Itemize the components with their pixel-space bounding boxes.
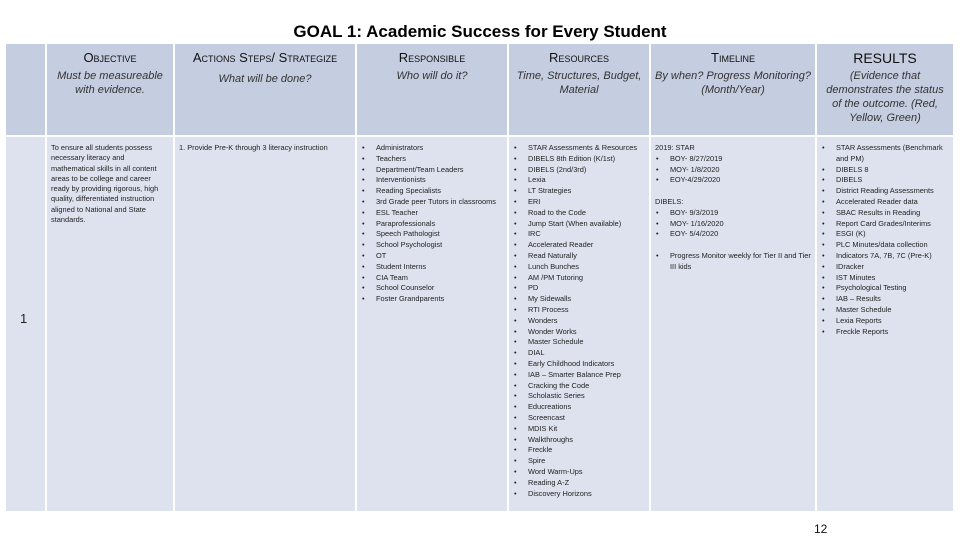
resources-item: • Early Childhood Indicators	[513, 359, 645, 370]
responsible-item: • Speech Pathologist	[361, 229, 503, 240]
resources-item: • Spire	[513, 456, 645, 467]
resources-item: • DIBELS (2nd/3rd)	[513, 165, 645, 176]
row-number-cell	[6, 136, 46, 511]
header-objective-sub: Must be measureable with evidence.	[57, 70, 163, 96]
resources-item: • IRC	[513, 229, 645, 240]
header-blank	[6, 44, 46, 136]
resources-item: • Reading A-Z	[513, 478, 645, 489]
header-results-label: RESULTS	[853, 50, 917, 66]
resources-item: • Read Naturally	[513, 251, 645, 262]
timeline-item: • BOY- 9/3/2019	[655, 208, 811, 219]
responsible-cell	[356, 136, 508, 511]
page-number: 12	[814, 522, 828, 536]
results-item: • Accelerated Reader data	[821, 197, 949, 208]
timeline-list	[655, 143, 811, 273]
header-actions	[174, 44, 356, 136]
resources-item: • DIBELS 8th Edition (K/1st)	[513, 154, 645, 165]
resources-item: • Discovery Horizons	[513, 489, 645, 500]
resources-item: • Freckle	[513, 445, 645, 456]
header-responsible	[356, 44, 508, 136]
responsible-item: • Interventionists	[361, 175, 503, 186]
resources-item: • Screencast	[513, 413, 645, 424]
timeline-item: • BOY- 8/27/2019	[655, 154, 811, 165]
results-item: • IDracker	[821, 262, 949, 273]
responsible-item: • School Psychologist	[361, 240, 503, 251]
responsible-item: • Administrators	[361, 143, 503, 154]
responsible-item: • Student Interns	[361, 262, 503, 273]
header-results-sub: (Evidence that demonstrates the status of the outcome. (Red, Yellow, Green)	[826, 70, 944, 124]
responsible-item: • Foster Grandparents	[361, 294, 503, 305]
resources-item: • STAR Assessments & Resources	[513, 143, 645, 154]
header-timeline-label: Timeline	[711, 50, 755, 65]
results-item: • ESGI (K)	[821, 229, 949, 240]
action-text: 1. Provide Pre-K through 3 literacy instruction	[179, 143, 328, 152]
timeline-item: • MOY- 1/16/2020	[655, 219, 811, 230]
results-cell	[816, 136, 954, 511]
results-item: • Lexia Reports	[821, 316, 949, 327]
results-item: • Master Schedule	[821, 305, 949, 316]
results-item: • Psychological Testing	[821, 283, 949, 294]
responsible-item: • CIA Team	[361, 273, 503, 284]
results-item: • Freckle Reports	[821, 327, 949, 338]
responsible-item: • Paraprofessionals	[361, 219, 503, 230]
results-list	[821, 143, 949, 337]
responsible-item: • ESL Teacher	[361, 208, 503, 219]
results-item: • District Reading Assessments	[821, 186, 949, 197]
objective-cell	[46, 136, 174, 511]
resources-item: • PD	[513, 283, 645, 294]
responsible-item: • Teachers	[361, 154, 503, 165]
resources-item: • IAB – Smarter Balance Prep	[513, 370, 645, 381]
results-item: • DIBELS 8	[821, 165, 949, 176]
page-title: GOAL 1: Academic Success for Every Student	[293, 22, 667, 41]
responsible-list	[361, 143, 503, 305]
row-number: 1	[20, 311, 28, 326]
resources-list	[513, 143, 645, 499]
resources-item: • Word Warm-Ups	[513, 467, 645, 478]
header-resources-sub: Time, Structures, Budget, Material	[516, 70, 642, 96]
resources-item: • ERI	[513, 197, 645, 208]
header-timeline	[650, 44, 816, 136]
responsible-item: • Reading Specialists	[361, 186, 503, 197]
resources-item: • Master Schedule	[513, 337, 645, 348]
responsible-item: • School Counselor	[361, 283, 503, 294]
resources-item: • My Sidewalls	[513, 294, 645, 305]
resources-item: • Educreations	[513, 402, 645, 413]
timeline-dibels-heading: DIBELS:	[655, 196, 684, 206]
resources-item: • RTI Process	[513, 305, 645, 316]
header-objective	[46, 44, 174, 136]
header-timeline-sub: By when? Progress Monitoring? (Month/Year)	[655, 70, 811, 96]
timeline-spacer	[655, 240, 811, 251]
resources-item: • LT Strategies	[513, 186, 645, 197]
timeline-item: • MOY- 1/8/2020	[655, 165, 811, 176]
header-row	[6, 44, 954, 136]
results-item: • STAR Assessments (Benchmark and PM)	[821, 143, 949, 165]
results-item: • Indicators 7A, 7B, 7C (Pre-K)	[821, 251, 949, 262]
resources-item: • Wonders	[513, 316, 645, 327]
timeline-cell	[650, 136, 816, 511]
header-actions-sub: What will be done?	[218, 73, 312, 85]
header-resources	[508, 44, 650, 136]
header-objective-label: Objective	[83, 50, 137, 65]
action-plan-table	[6, 44, 955, 511]
objective-text: To ensure all students possess necessary literacy and mathematical skills in all content areas to be college and career ready by providing rigorous, high quality, differentiated instruction aligned to National and State standards.	[51, 143, 159, 225]
results-item: • SBAC Results in Reading	[821, 208, 949, 219]
responsible-item: • 3rd Grade peer Tutors in classrooms	[361, 197, 503, 208]
header-resources-label: Resources	[549, 50, 609, 65]
header-responsible-sub: Who will do it?	[396, 70, 468, 82]
results-item: • PLC Minutes/data collection	[821, 240, 949, 251]
timeline-progress-item: • Progress Monitor weekly for Tier II and Tier III kids	[655, 251, 811, 273]
responsible-item: • OT	[361, 251, 503, 262]
results-item: • Report Card Grades/Interims	[821, 219, 949, 230]
goal-row	[6, 136, 954, 511]
timeline-star-heading: 2019: STAR	[655, 143, 695, 152]
resources-item: • MDIS Kit	[513, 424, 645, 435]
resources-item: • DIAL	[513, 348, 645, 359]
resources-item: • Jump Start (When available)	[513, 219, 645, 230]
resources-item: • Road to the Code	[513, 208, 645, 219]
resources-item: • Lunch Bunches	[513, 262, 645, 273]
results-item: • IAB – Results	[821, 294, 949, 305]
resources-item: • Accelerated Reader	[513, 240, 645, 251]
resources-item: • Lexia	[513, 175, 645, 186]
header-actions-label: Actions Steps/ Strategize	[192, 50, 338, 65]
actions-cell	[174, 136, 356, 511]
header-results	[816, 44, 954, 136]
header-responsible-label: Responsible	[398, 50, 466, 65]
timeline-item: • EOY- 5/4/2020	[655, 229, 811, 240]
resources-cell	[508, 136, 650, 511]
results-item: • DIBELS	[821, 175, 949, 186]
resources-item: • Scholastic Series	[513, 391, 645, 402]
resources-item: • Cracking the Code	[513, 381, 645, 392]
resources-item: • Wonder Works	[513, 327, 645, 338]
timeline-item: • EOY-4/29/2020	[655, 175, 811, 186]
resources-item: • Walkthroughs	[513, 435, 645, 446]
timeline-spacer	[655, 186, 811, 197]
results-item: • IST Minutes	[821, 273, 949, 284]
responsible-item: • Department/Team Leaders	[361, 165, 503, 176]
resources-item: • AM /PM Tutoring	[513, 273, 645, 284]
